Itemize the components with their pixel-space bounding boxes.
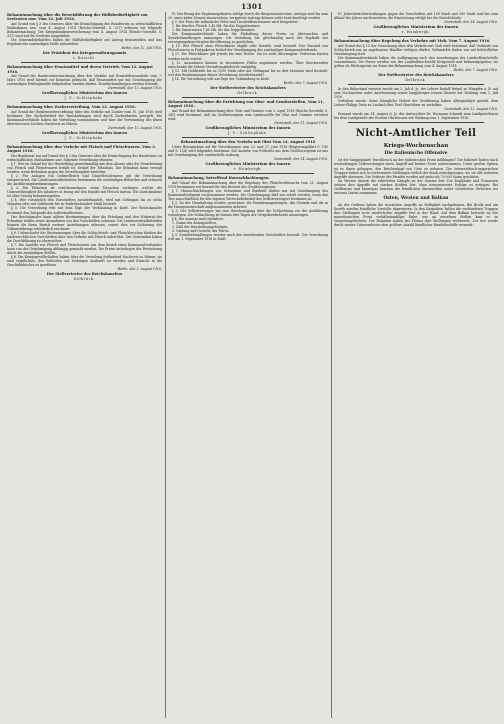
authority-line: Bekanntmachung über den Verkehr mit Obst Vom 14. August 1916 bbox=[180, 140, 316, 145]
paragraph: IV. Der Bezug der Ergänzungskarten erfolgt durch die Bürgermeistereien. Anträge sind bis zum 20. eines jeden Monats einzureichen; verspätete Anträge können nicht berücksichtigt werden. bbox=[168, 12, 328, 21]
paragraph: Auf Grund der Bundesratsverordnung über den Verkehr mit Zucker vom 10. Juli 1916 wird bestimmt: Der Zuckerbedarf der Haushaltungen wird durch Zuckerkarten geregelt. Die Kommunalverbände haben die Verteilung vorzunehmen und über die Verwendung des ihnen überwiesenen Zuckers Nachweis zu führen. bbox=[7, 109, 162, 126]
paragraph: § 13. Mit Geldstrafe bis zu 1500 Mark oder mit Gefängnis bis zu drei Monaten wird bestraft, wer den Bestimmungen dieser Verordnung zuwiderhandelt. bbox=[168, 68, 328, 77]
paragraph: Die Gemeindebehörden haben die Hülfsbedürftigkeit auf Antrag festzustellen und das Ergebnis der zuständigen Stelle mitzuteilen. bbox=[7, 38, 162, 47]
paragraph: Die Kommunalverbände haben die Aufbringung nach den Anordnungen der Landesfleischstelle vorzunehmen. Die Preise werden von der Landesfleischstelle festgesetzt und bekanntgegeben; sie gelten als Höchstpreise im Sinne der Bekanntmachung vom 4. August 1914. bbox=[334, 55, 498, 68]
signature: J. V.: Schliephake. bbox=[227, 130, 269, 135]
article-heading: Bekanntmachung über die Errichtung von Obst- und Gemüsestellen. Vom 11. August 1916. bbox=[168, 99, 325, 109]
paragraph: Der Reichskanzler kann nähere Bestimmungen über die Erteilung und den Widerruf der Erlaubnis treffen sowie Ausnahmen von den Vorschriften zulassen. Die Landeszentralbehörden können für ihren Bezirk weitere Anordnungen erlassen, soweit dies zur Sicherung der Volksernährung erforderlich erscheint. bbox=[7, 214, 162, 231]
date-line: Darmstadt, den 11. August 1916. bbox=[274, 120, 328, 125]
paragraph: An der Ostfront haben die russischen Angriffe an Heftigkeit nachgelassen. Bei Brody und am Sereth wurden feindliche Vorstöße abgewiesen. In den Karpathen halten die verbündeten Truppen ihre Stellungen trotz wiederholter Angriffe fest in der Hand. Auf dem Balkan herrscht an der mazedonischen Front verhältnismäßige Ruhe; nur an einzelnen Stellen kam es zu Vorpostengefechten. Die Bulgaren haben bei Florina ihre Stellungen verbessert. Zur See wurde durch unsere Unterseeboote eine größere Anzahl feindlicher Handelsschiffe versenkt. bbox=[334, 202, 498, 228]
paragraph: § 1. Hausschlachtungen von Schweinen und Rindvieh dürfen nur mit Genehmigung des Kommunalverbands vorgenommen werden. Die Genehmigung darf nur erteilt werden, wenn das Tier ausschließlich für den eigenen Wirtschaftsbedarf des Selbstversorgers bestimmt ist. bbox=[168, 188, 328, 201]
authority-line: Der Stellvertreter des Reichskanzlers bbox=[378, 72, 454, 77]
article-heading: Bekanntmachung über Regelung des Verkehrs mit Vieh. Vom 7. August 1916. bbox=[334, 39, 491, 44]
paragraph: § 10. Wer Fleisch ohne Fleischkarte abgibt oder bezieht, wird bestraft. Der Versand von Fleischwaren in Postpaketen bedarf der Genehmigung des zuständigen Kommunalverbands. bbox=[168, 44, 328, 53]
section-subtitle: Kriegs-Wochenschau bbox=[383, 143, 449, 150]
paragraph: § 12. Ausnahmen können in besonderen Fällen zugelassen werden. Über Beschwerden entscheidet die höhere Verwaltungsbehörde endgültig. bbox=[168, 60, 328, 69]
authority-line: Der Präsident des Kriegsernährungsamts bbox=[42, 51, 127, 56]
authority-line: Großherzogliches Ministerium des Innern bbox=[42, 130, 127, 135]
signature: v. Hombergk. bbox=[233, 167, 263, 172]
authority-line: Der Stellvertreter des Reichskanzlers bbox=[46, 272, 123, 277]
separator-rule bbox=[182, 173, 314, 174]
paragraph: Der Bundesrat hat auf Grund des § 3 des Gesetzes über die Ermächtigung des Bundesrats zu wirtschaftlichen Maßnahmen usw. folgende Verordnung erlassen: bbox=[7, 153, 162, 162]
date-line: Berlin, den 7. August 1916. bbox=[453, 67, 498, 72]
paragraph: Auf Grund der Bekanntmachung über die Regelung des Fleischverbrauchs vom 21. August 1916 bestimmen wir hiermit für den Bereich des Großherzogtums: bbox=[168, 180, 328, 189]
date-line: Berlin, den 3. August 1916. bbox=[117, 267, 162, 272]
authority-line: Großherzogliches Ministerium des Innern bbox=[205, 125, 291, 130]
paragraph: § 3. Der Selbstversorger hat eine Bescheinigung über die Schlachtung vor der Ausführung vorzulegen. Die Schlachtung ist binnen drei Tagen der Ortspolizeibehörde anzuzeigen. bbox=[168, 209, 328, 218]
paragraph: § 4. Wer vorsätzlich den Vorschriften zuwiderhandelt, wird mit Gefängnis bis zu sechs Monaten oder mit Geldstrafe bis zu fünfzehnhundert Mark bestraft. bbox=[7, 198, 162, 207]
authority-line: Großherzogliches Ministerium des Innern bbox=[42, 91, 127, 96]
paragraph: § 3. Die Erlaubnis ist zurückzunehmen, wenn Tatsachen vorliegen, welche die Unzuverlässigkeit des Inhabers in bezug auf den Handel mit Fleisch dartun. Die Zurücknahme ist ohne Verzug bekanntzugeben. bbox=[7, 186, 162, 199]
column-right bbox=[334, 12, 498, 718]
paragraph: § 5. Zuwiderhandlungen werden nach den bestehenden Vorschriften bestraft. Die Verordnung tritt am 1. September 1916 in Kraft. bbox=[168, 233, 328, 242]
authority-line: Großherzogliches Ministerium des Innern bbox=[205, 162, 291, 167]
signature: Delbrück. bbox=[73, 277, 96, 282]
page-number: 1301 bbox=[241, 2, 263, 11]
signature: Delbrück. bbox=[237, 90, 259, 95]
date-line: Darmstadt, den 12. August 1916. bbox=[108, 86, 162, 91]
column-left bbox=[7, 12, 162, 718]
paragraph: In den Ruhestand versetzt wurde am 3. Juli d. Js. der Lehrer Rudolf Weigel zu Wimpfen a. B. auf sein Nachsuchen unter Anerkennung seiner langjährigen treuen Dienste mit Wirkung vom 1. Juli 1916. bbox=[334, 87, 498, 100]
authority-line: Großherzogliches Ministerium des Innern bbox=[373, 25, 459, 30]
article-heading: Bekanntmachung über Zuckerverteilung. Vom 12. August 1916. bbox=[7, 105, 136, 110]
separator-rule bbox=[182, 97, 314, 98]
article-subheading: Osten, Westen und Balkan bbox=[383, 195, 449, 201]
signature: J. V.: Schliephake. bbox=[64, 136, 105, 141]
paragraph: Ernannt wurde am 14. August d. Js. der Amtsrichter Dr. Hermann Schmidt zum Landgerichtsrat bei dem Landgericht der Provinz Oberhessen mit Wirkung vom 1. September 1916. bbox=[334, 112, 498, 121]
paragraph: 1. Name des Antragstellers, bbox=[172, 221, 218, 226]
paragraph: § 5. Die Verordnung tritt mit dem Tage der Verkündung in Kraft. Der Reichskanzler bestimmt den Zeitpunkt des Außerkrafttretens. bbox=[7, 206, 162, 215]
authority-line: Der Stellvertreter des Reichskanzlers bbox=[210, 85, 286, 90]
paragraph: § 14. Die Verordnung tritt am Tage der Verkündung in Kraft. bbox=[172, 76, 270, 81]
paragraph: Ist der langgeplante Durchbruch an der italienischen Front mißlungen? Die Italiener haben nach wochenlangen Vorbereitungen einen Angriff auf breiter Front unternommen. Unter großen Opfern ist es ihnen gelungen, den Brückenkopf von Görz zu nehmen. Die österreichisch-ungarischen Truppen haben sich in vorbereitete Stellungen östlich der Stadt zurückgezogen, wo sie alle weiteren Angriffe abwiesen. Die Verluste des Feindes werden auf mehr als 70 000 Mann geschätzt. bbox=[334, 158, 498, 179]
paragraph: § 8. Die Kriegsgesellschaften haben über die Verteilung fortlaufend Nachweis zu führen; sie sind verpflichtet, den Behörden auf Verlangen Auskunft zu erteilen und Einsicht in die Geschäftsbücher zu gewähren. bbox=[7, 255, 162, 268]
date-line: Darmstadt, den 14. August 1916. bbox=[274, 157, 328, 162]
separator-rule bbox=[348, 84, 484, 85]
column-middle bbox=[168, 12, 328, 718]
paragraph: 2. für Dauerwaren 1,80 Mk. für das Doppelzentner. bbox=[172, 28, 256, 33]
article-heading: Bekanntmachung, betreffend Hausschlachtungen. bbox=[168, 176, 270, 181]
article-heading: Bekanntmachung über die Beweisführung der Hülfsbedürftigkeit von Seeleuten usw. Vom 12. Juli 1916. bbox=[7, 13, 148, 22]
date-line: Berlin, den 12. Juli 1916. bbox=[121, 46, 162, 51]
article-heading: Bekanntmachung über Ersatzmittel und deren Vertrieb. Vom 12. August 1916. bbox=[7, 65, 153, 74]
signature: v. Batocki. bbox=[72, 56, 97, 61]
section-title: Nicht-Amtlicher Teil bbox=[355, 128, 477, 140]
paragraph: Verliehen wurde: Seine Königliche Hoheit der Großherzog haben Allergnädigst geruht, dem Lehrer Philipp Dietz zu Laubach den Titel Oberlehrer zu verleihen. bbox=[334, 99, 498, 108]
separator-rule bbox=[348, 122, 484, 123]
date-line: Darmstadt, den 12. August 1916. bbox=[108, 125, 162, 130]
paragraph: IV. Jahresberichterstattungen gegen die Vorschriften mit 100 Mark und 300 Mark sind bis zum Ablauf des Jahres nachzuweisen; die Einreichung erfolgt bei der Kreisbehörde. bbox=[334, 12, 498, 21]
separator-rule bbox=[21, 62, 148, 63]
paragraph: 3. Gattung und Gewicht des Tieres. bbox=[172, 229, 230, 234]
paragraph: Im Westen dauern die erbitterten Kämpfe an der Somme fort. Die Engländer und Franzosen setzten ihre Angriffe mit starken Kräften fort, ohne nennenswerte Erfolge zu erringen. Bei Guillemont und Maurepas brachen die feindlichen Sturmwellen unter schwersten Verlusten vor unseren Linien zusammen. bbox=[334, 178, 498, 195]
paragraph: § 7. Die Ausfuhr von Fleisch und Fleischwaren aus dem Bezirk eines Kommunalverbandes kann von der Genehmigung abhängig gemacht werden. Die Preise unterliegen der Festsetzung durch die zuständigen Stellen. bbox=[7, 242, 162, 255]
signature: v. Hombergk. bbox=[401, 30, 431, 35]
separator-rule bbox=[21, 142, 148, 143]
paragraph: 1. für frisches Fleisch 1,40 Mk. für das Doppelzentner, bbox=[172, 24, 261, 29]
paragraph: § 2. Zu der Haushaltung werden gerechnet: die Familienangehörigen, das Gesinde und die in die Hausgemeinschaft aufgenommenen Arbeiter. bbox=[168, 201, 328, 210]
paragraph: § 4. Die Anzeige muß enthalten: bbox=[172, 217, 224, 222]
article-subheading: Die italienische Offensive bbox=[384, 151, 448, 157]
signature: J. V.: Schliephake. bbox=[64, 96, 105, 101]
paragraph: § 1. Wer im Inland bei der Herstellung gewerbsmäßig mit dem Absatz oder der Verarbeitung von Fleisch und Fleischwaren befaßt ist, bedarf der Erlaubnis. Die Erlaubnis kann versagt werden, wenn Bedenken gegen die Zuverlässigkeit bestehen. bbox=[7, 161, 162, 175]
article-heading: Bekanntmachung über den Verkehr mit Fleisch und Fleischwaren. Vom 3. August 1916. bbox=[7, 145, 156, 154]
paragraph: Auf Grund der Bekanntmachung über Obst und Gemüse vom 3. April 1916 (Reichs-Gesetzbl. S. 241) wird bestimmt, daß im Großherzogtum eine Landesstelle für Obst und Gemüse errichtet wird. bbox=[168, 108, 328, 121]
paragraph: Auf Grund von § 3 des Gesetzes über die Ermächtigung des Bundesrats zu wirtschaftlichen Maßnahmen usw. vom 4. August 1914 (Reichs-Gesetzbl. S. 327) erlassen wir folgende Bekanntmachung. Die Kriegskrankenversicherung vom 4. August 1914 (Reichs-Gesetzbl. S. 337) wird auf die Seeleute ausgedehnt. bbox=[7, 21, 162, 38]
separator-rule bbox=[182, 137, 314, 138]
separator-rule bbox=[21, 102, 148, 103]
paragraph: § 6. Unbeschadet der Bestimmungen über die Schlachtvieh- und Fleischbeschau bleiben die landesrechtlichen Vorschriften über den Verkehr mit Fleisch unberührt. Die Gemeinden haben die Durchführung zu überwachen. bbox=[7, 230, 162, 243]
paragraph: 2. Zahl der Haushaltsangehörigen, bbox=[172, 225, 229, 230]
paragraph: Auf Grund der Bundesratsverordnung über den Verkehr mit Ersatzlebensmitteln vom 7. März 1916 wird hiermit zur Kenntnis gebracht, daß Ersatzmittel nur mit Genehmigung der zuständigen Prüfungsstelle feilgehalten werden dürfen. Zuwiderhandlungen werden bestraft. bbox=[7, 74, 162, 87]
signature: Delbrück. bbox=[405, 78, 427, 83]
date-line: Darmstadt, den 14. August 1916. bbox=[444, 20, 498, 25]
date-line: Darmstadt, den 12. August 1916. bbox=[444, 107, 498, 112]
paragraph: § 9. Der Preis für inländische Fette und Trockenfleischwaren wird festgesetzt: bbox=[172, 20, 299, 25]
paragraph: Unter Bezugnahme auf die Verordnungen vom 22. und 27. Juni 1916 (Regierungsblatt S. 145 und S. 154) wird folgendes bestimmt: Die Ausfuhr von Frühobst aus dem Großherzogtum ist nur mit Genehmigung der Landesstelle zulässig. bbox=[168, 145, 328, 158]
paragraph: Auf Grund des § 15 der Verordnung über den Verkehr mit Vieh wird bestimmt, daß Verkäufe von Schlachtvieh nur an zugelassene Händler erfolgen dürfen. Viehmärkte finden nur mit behördlicher Genehmigung statt. bbox=[334, 43, 498, 56]
column-rule-right bbox=[331, 12, 332, 718]
column-rule-left bbox=[165, 12, 166, 718]
paragraph: Die Kommunalverbände haben die Einhaltung dieser Preise zu überwachen und Zuwiderhandlungen anzuzeigen. Die Verteilung hat gleichmäßig nach der Kopfzahl der versorgungsberechtigten Bevölkerung zu geschehen. bbox=[168, 32, 328, 45]
date-line: Berlin, den 7. August 1916. bbox=[283, 80, 328, 85]
paragraph: § 11. Die Fleischkarte gilt jeweils für eine Woche. Sie ist nicht übertragbar. Verlorene Karten werden nicht ersetzt. bbox=[168, 52, 328, 61]
paragraph: § 2. Für Anlagen von Gefrierfleisch und Dauerfleischwaren gilt die Verordnung entsprechend. Die Landeszentralbehörden bestimmen die zuständigen Behörden und erlassen die Ausführungsbestimmungen. bbox=[7, 174, 162, 187]
separator-rule bbox=[348, 36, 484, 37]
